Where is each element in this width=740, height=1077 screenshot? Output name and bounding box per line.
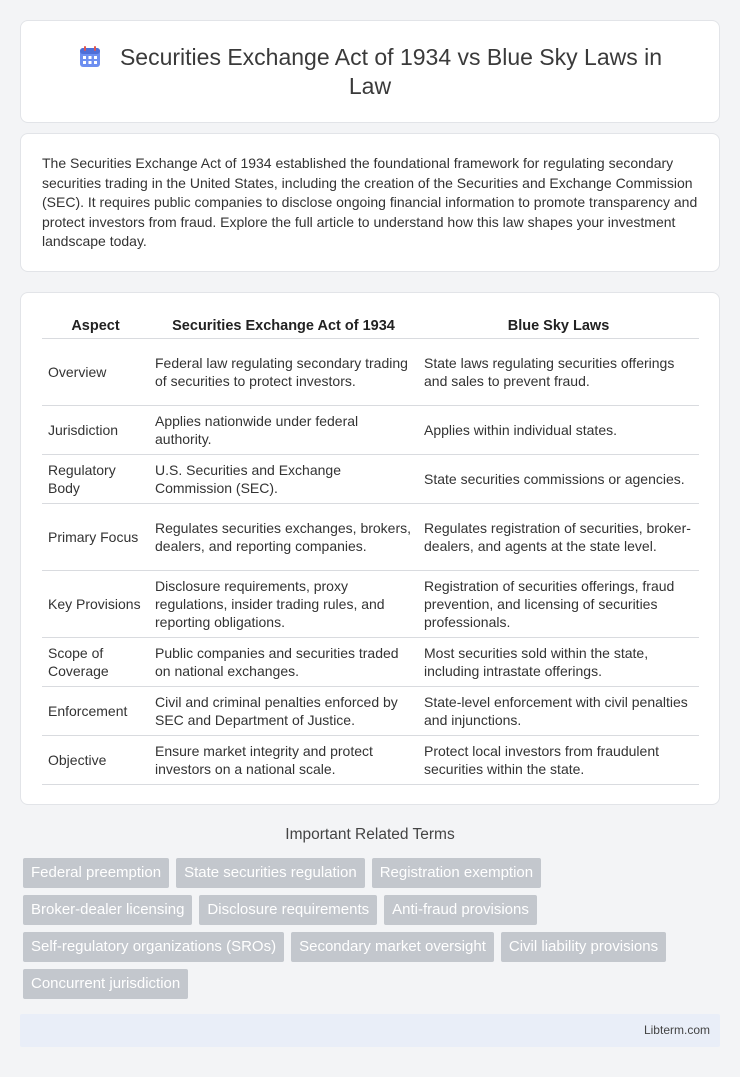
header-exchange-act: Securities Exchange Act of 1934 — [149, 313, 418, 338]
row-blue-sky: State-level enforcement with civil penalties and injunctions. — [418, 686, 699, 735]
row-aspect: Overview — [42, 338, 149, 405]
calendar-icon — [78, 45, 102, 69]
related-term-tag[interactable]: Secondary market oversight — [291, 932, 494, 962]
row-exchange-act: Ensure market integrity and protect investors on a national scale. — [149, 735, 418, 784]
row-aspect: Primary Focus — [42, 503, 149, 570]
intro-card — [20, 133, 720, 272]
table-row — [42, 503, 699, 570]
row-blue-sky: Applies within individual states. — [418, 405, 699, 454]
comparison-table — [42, 313, 699, 785]
related-term-tag[interactable]: Civil liability provisions — [501, 932, 666, 962]
table-row — [42, 637, 699, 686]
row-blue-sky: State securities commissions or agencies. — [418, 454, 699, 503]
related-term-tag[interactable]: Registration exemption — [372, 858, 541, 888]
related-term-tag[interactable]: Concurrent jurisdiction — [23, 969, 188, 999]
footer — [20, 1014, 720, 1047]
header-aspect: Aspect — [42, 313, 149, 338]
related-terms-heading: Important Related Terms — [285, 826, 455, 843]
table-row — [42, 405, 699, 454]
related-term-tag[interactable]: State securities regulation — [176, 858, 365, 888]
table-row — [42, 686, 699, 735]
row-aspect: Key Provisions — [42, 570, 149, 637]
row-blue-sky: Protect local investors from fraudulent securities within the state. — [418, 735, 699, 784]
related-term-tag[interactable]: Self-regulatory organizations (SROs) — [23, 932, 284, 962]
header-blue-sky: Blue Sky Laws — [418, 313, 699, 338]
footer-brand-link[interactable]: Libterm.com — [643, 1023, 710, 1037]
table-row — [42, 735, 699, 784]
related-term-tag[interactable]: Disclosure requirements — [199, 895, 377, 925]
page-title: Securities Exchange Act of 1934 vs Blue Sky Laws in Law — [119, 44, 663, 99]
page-title-wrap — [21, 43, 719, 101]
row-blue-sky: Regulates registration of securities, broker-dealers, and agents at the state level. — [418, 503, 699, 570]
row-blue-sky: Most securities sold within the state, including intrastate offerings. — [418, 637, 699, 686]
row-blue-sky: Registration of securities offerings, fraud prevention, and licensing of securities professionals. — [418, 570, 699, 637]
row-exchange-act: Public companies and securities traded on national exchanges. — [149, 637, 418, 686]
row-aspect: Scope of Coverage — [42, 637, 149, 686]
table-header-row — [42, 313, 699, 338]
row-aspect: Objective — [42, 735, 149, 784]
table-row — [42, 338, 699, 405]
row-exchange-act: Applies nationwide under federal authority. — [149, 405, 418, 454]
related-term-tag[interactable]: Federal preemption — [23, 858, 169, 888]
row-exchange-act: U.S. Securities and Exchange Commission (SEC). — [149, 454, 418, 503]
table-row — [42, 454, 699, 503]
row-aspect: Regulatory Body — [42, 454, 149, 503]
related-term-tag[interactable]: Broker-dealer licensing — [23, 895, 192, 925]
title-card — [20, 20, 720, 123]
related-terms-list — [23, 858, 713, 999]
row-exchange-act: Regulates securities exchanges, brokers, dealers, and reporting companies. — [149, 503, 418, 570]
table-row — [42, 570, 699, 637]
row-exchange-act: Federal law regulating secondary trading of securities to protect investors. — [149, 338, 418, 405]
row-aspect: Enforcement — [42, 686, 149, 735]
row-exchange-act: Disclosure requirements, proxy regulations, insider trading rules, and reporting obligations. — [149, 570, 418, 637]
intro-text: The Securities Exchange Act of 1934 established the foundational framework for regulating secondary securities trading in the United States, including the creation of the Securities and Exchange Commission (SEC). It requires public companies to disclose ongoing financial information to promote transparency and protect investors from fraud. Explore the full article to understand how this law shapes your investment landscape today. — [42, 155, 698, 249]
row-exchange-act: Civil and criminal penalties enforced by SEC and Department of Justice. — [149, 686, 418, 735]
comparison-card — [20, 292, 720, 805]
row-blue-sky: State laws regulating securities offerings and sales to prevent fraud. — [418, 338, 699, 405]
related-term-tag[interactable]: Anti-fraud provisions — [384, 895, 537, 925]
row-aspect: Jurisdiction — [42, 405, 149, 454]
